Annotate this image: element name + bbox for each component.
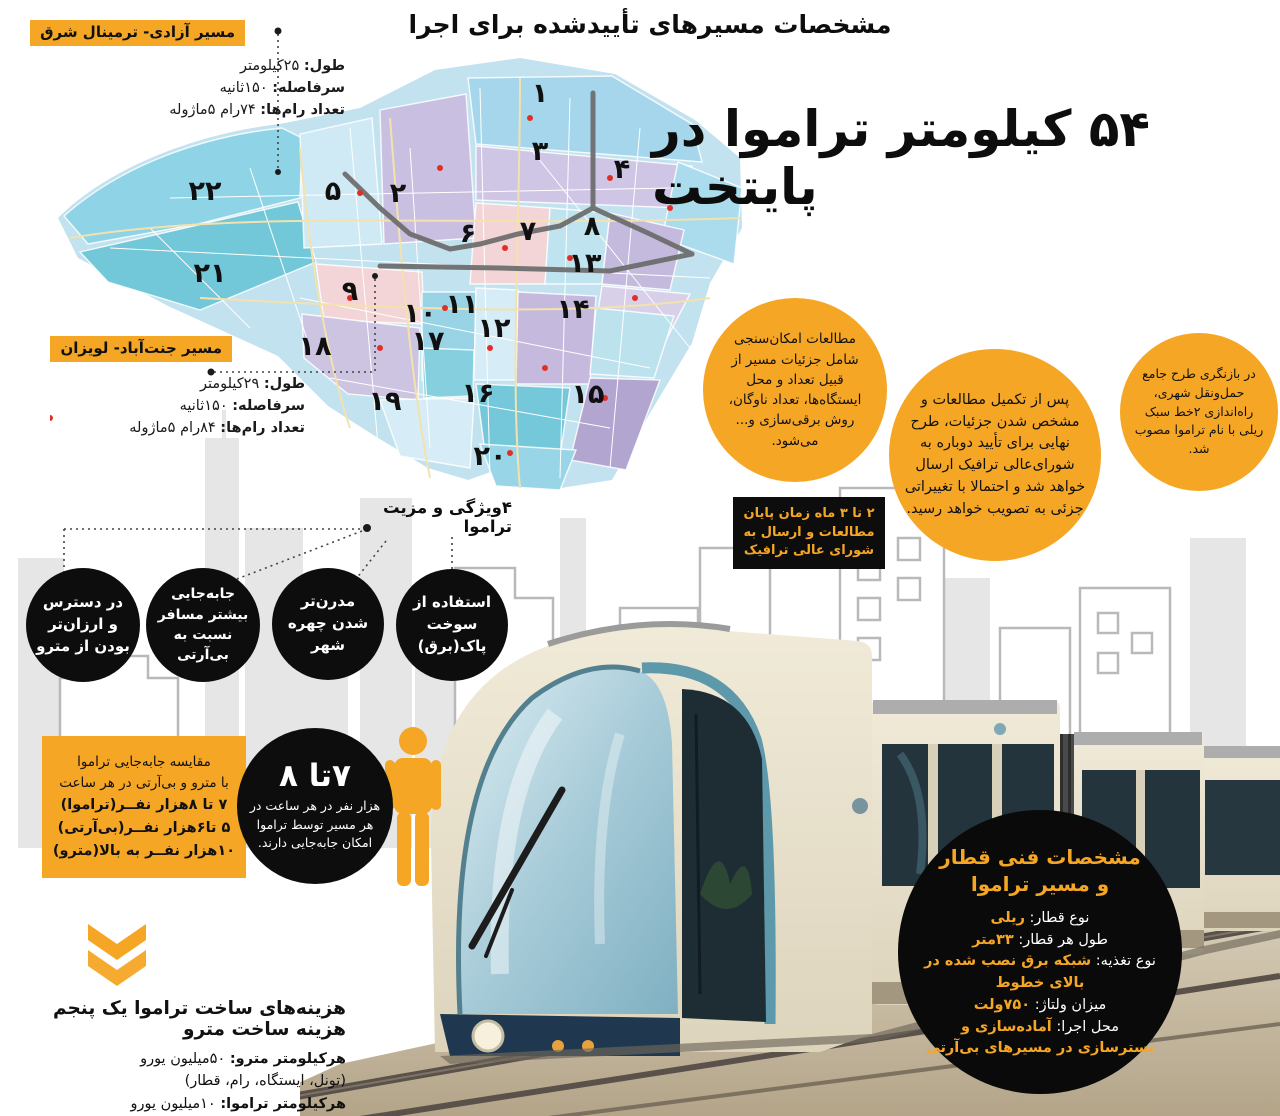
district-number: ۱۴	[556, 294, 590, 325]
costs-section	[14, 998, 346, 1115]
capacity-number: ۷تا ۸	[279, 757, 351, 794]
route-1-name: مسیر آزادی- ترمینال شرق	[30, 20, 245, 46]
district-number: ۱۰	[403, 298, 437, 329]
district-number: ۲۰	[473, 441, 507, 472]
route-1-details	[60, 56, 345, 121]
comparison-intro-line: مقایسه جابه‌جایی تراموا	[77, 754, 211, 770]
district-number: ۶	[459, 218, 477, 249]
feature-accessible: در دسترس و ارزان‌تر بودن از مترو	[26, 568, 140, 682]
district-number: ۲	[389, 178, 407, 209]
district-number: ۱۱	[445, 289, 479, 320]
specs-circle	[898, 810, 1182, 1094]
district-number: ۷	[519, 216, 537, 247]
comparison-stat-tram: ۷ تا ۸هزار نفــر(تراموا)	[60, 796, 228, 813]
district-number: ۲۱	[193, 258, 227, 289]
map-caption: مشخصات مسیرهای تأییدشده برای اجرا	[408, 10, 892, 39]
feature-capacity: جابه‌جایی بیشتر مسافر نسبت به بی‌آرتی	[146, 568, 260, 682]
features-heading: ۴ویژگی و مزیت تراموا	[383, 498, 512, 536]
district-number: ۱۳	[568, 248, 602, 279]
district-number: ۱۷	[411, 326, 445, 357]
district-number: ۱۹	[368, 386, 402, 417]
comparison-box	[42, 736, 246, 878]
specs-title: مشخصات فنی قطار و مسیر تراموا	[939, 844, 1141, 896]
route-detail-row: سرفاصله: ۱۵۰ثانیه	[179, 397, 305, 414]
district-number: ۵	[324, 176, 342, 207]
spec-row: طول هر قطار: ۳۳متر	[972, 931, 1108, 948]
feature-clean-fuel: استفاده از سوخت پاک(برق)	[396, 569, 508, 681]
cost-row-note: (تونل، ایستگاه، رام، قطار)	[184, 1073, 346, 1090]
route-detail-row: طول: ۲۵کیلومتر	[239, 58, 345, 74]
district-number: ۲۲	[188, 176, 222, 207]
route-2-box	[50, 336, 232, 362]
timeline-note: ۲ تا ۳ ماه زمان پایان مطالعات و ارسال به شورای عالی ترافیک	[733, 497, 885, 569]
district-number: ۱۶	[461, 378, 495, 409]
route-2-name: مسیر جنت‌آباد- لویزان	[50, 336, 232, 362]
district-number: ۱۸	[298, 331, 332, 362]
info-bubble-masterplan: در بازنگری طرح جامع حمل‌ونقل شهری، راه‌اندازی ۲خط سبک ریلی با نام تراموا مصوب شد.	[1120, 333, 1278, 491]
cost-row-tram: هرکیلومتر تراموا: ۱۰میلیون یورو	[130, 1095, 346, 1112]
district-number: ۱۵	[571, 379, 605, 410]
capacity-text: هزار نفر در هر ساعت در هر مسیر توسط تراموا امکان جابه‌جایی دارند.	[249, 797, 381, 851]
spec-row: میزان ولتاژ: ۷۵۰ولت	[973, 996, 1107, 1013]
route-detail-row: تعداد رام‌ها: ۷۴رام ۵ماژوله	[169, 101, 345, 118]
district-number: ۹	[341, 276, 359, 307]
spec-row: محل اجرا: آماده‌سازی و بسترسازی در مسیرهای بی‌آرتی	[925, 1018, 1155, 1057]
route-detail-row: سرفاصله: ۱۵۰ثانیه	[219, 79, 345, 96]
double-chevron-down-icon	[84, 920, 150, 986]
district-number: ۸	[583, 211, 601, 242]
district-number: ۳	[531, 136, 549, 167]
district-number: ۱۲	[477, 313, 511, 344]
info-bubble-approval: پس از تکمیل مطالعات و مشخص شدن جزئیات، طرح نهایی برای تأیید دوباره به شورای‌عالی ترافیک ارسال خواهد شد و احتمالا با تغییراتی جزئی به تصویب خواهد رسید.	[889, 349, 1101, 561]
page-title: ۵۴ کیلومتر تراموا در پایتخت	[652, 100, 1150, 216]
route-detail-row: طول: ۲۹کیلومتر	[199, 376, 305, 392]
spec-row: نوع تغذیه: شبکه برق نصب شده در بالای خطوط	[924, 953, 1156, 992]
route-1-box	[30, 20, 245, 46]
info-bubble-studies: مطالعات امکان‌سنجی شامل جزئیات مسیر از قبیل تعداد و محل ایستگاه‌ها، تعداد ناوگان، روش برقی‌سازی و... می‌شود.	[703, 298, 887, 482]
route-detail-row: تعداد رام‌ها: ۸۴رام ۵ماژوله	[129, 419, 305, 436]
district-number: ۴	[613, 154, 631, 185]
costs-heading: هزینه‌های ساخت تراموا یک پنجم هزینه ساخت مترو	[52, 998, 346, 1040]
comparison-intro-line: با مترو و بی‌آرتی در هر ساعت	[59, 774, 229, 791]
capacity-circle	[237, 728, 393, 884]
district-number: ۱	[531, 78, 549, 109]
route-2-details	[20, 374, 305, 439]
comparison-stat-metro: ۱۰هزار نفــر به بالا(مترو)	[52, 843, 236, 860]
feature-modern: مدرن‌تر شدن چهره شهر	[272, 568, 384, 680]
comparison-stat-brt: ۵ تا۶هزار نفــر(بی‌آرتی)	[57, 820, 231, 837]
spec-row: نوع قطار: ریلی	[990, 909, 1090, 926]
cost-row-metro: هرکیلومتر مترو: ۵۰میلیون یورو	[140, 1051, 346, 1067]
